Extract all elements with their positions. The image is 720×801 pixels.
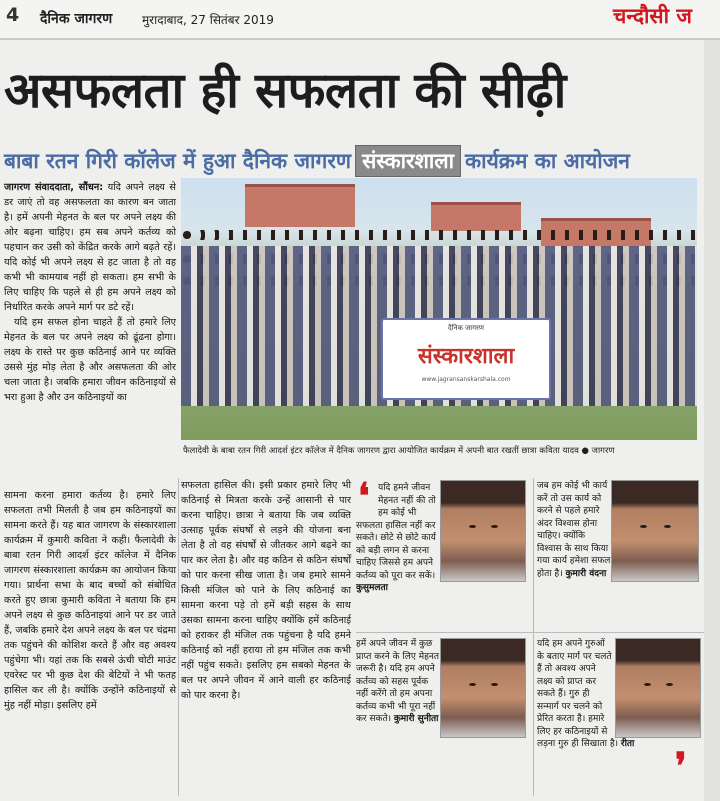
subhead-before: बाबा रतन गिरी कॉलेज में हुआ दैनिक जागरण — [4, 149, 352, 173]
article-paragraph: सामना करना हमारा कर्तव्य है। हमारे लिए सफलता तभी मिलती है जब हम कठिनाइयों का सामना करते हैं। यह बात जागरण के संस्कारशाला कार्यक्रम में कुमारी कविता ने कही। फैलादेवी के बाबा रतन गिरी आदर्श इंटर कॉलेज में दैनिक जागरण संस्कारशाला कार्यक्रम का आयोजन किया गया। प्रार्थना सभा के बाद बच्चों को संबोधित करते हुए छात्रा कुमारी कविता ने बताया कि हम अपने लक्ष्य से कुछ कठिनाइयां आने पर डर जाते हैं, जबकि हमारे देश अपने लक्ष्य के बल पर चंद्रमा तक पहुंचने की कोशिश करते हैं और वह अवश्य पहुंचेगा भी। यहां तक कि सबसे ऊंची चोटी माउंट एवरेस्ट पर भी कुछ देश की बेटियों ने भी फतह हासिल कर ली है। क्योंकि उन्होंने कठिनाइयों से मुंह नहीं मोड़ा। इसलिए हमें — [4, 490, 176, 711]
quote-block — [537, 636, 703, 796]
building — [245, 184, 355, 227]
edition-name: चन्दौसी ज — [613, 4, 692, 28]
quote-divider — [356, 632, 704, 633]
event-photo — [181, 178, 697, 440]
photo-caption: फैलादेवी के बाबा रतन गिरी आदर्श इंटर कॉलेज में दैनिक जागरण द्वारा आयोजित कार्यक्रम में अपनी बात रखतीं छात्रा कविता यादव ● जागरण — [183, 446, 615, 456]
article-paragraph: यदि अपने लक्ष्य से डर जाएं तो वह असफलता का कारण बन जाता है। हमें अपनी मेहनत के बल पर अपने लक्ष्य की ओर बढ़ना चाहिए। हम सब अपने कर्तव्य को पहचान कर उसी को केंद्रित करके आगे बढ़ते रहें। यदि कोई भी अपने लक्ष्य से हट जाता है तो वह कभी भी कामयाब नहीं हो सकता। हम सभी के लिए चाहिए कि पहले से ही हम अपने लक्ष्य को निर्धारित करके अपने मार्ग पर डटे रहें। — [4, 182, 176, 313]
sanskarshala-banner — [381, 318, 551, 400]
quote-author: कुमारी सुनीता — [393, 714, 439, 724]
quote-author: रीता — [620, 739, 635, 749]
page-number: 4 — [6, 4, 20, 26]
banner-url: www.jagransanskarshala.com — [421, 376, 511, 383]
quote-text: यदि हमने जीवन मेहनत नहीं की तो हम कोई भी सफलता हासिल नहीं कर सकते। छोटे से छोटे कार्य को बड़ी लगन से करना चाहिए जिससे हम अपने कर्तव्य को पूरा कर सकें। कुसुमलता — [356, 483, 436, 593]
quote-mark-icon: ❛ — [358, 475, 370, 517]
quote-block — [537, 478, 703, 628]
subhead-after: कार्यक्रम का आयोजन — [465, 149, 630, 173]
article-column-2 — [181, 478, 351, 703]
column-rule — [178, 478, 179, 796]
banner-small-text: दैनिक जागरण — [448, 324, 484, 332]
edition-date: मुरादाबाद, 27 सितंबर 2019 — [142, 13, 274, 27]
crowd-heads — [181, 230, 697, 240]
quote-text: जब हम कोई भी कार्य करें तो उस कार्य को करने से पहले हमारे अंदर विश्वास होना चाहिए। क्योंकि विश्वास के साथ किया गया कार्य हमेशा सफल होता है। कुमारी वंदना — [537, 481, 611, 579]
quote-author: कुमारी वंदना — [565, 568, 607, 579]
quote-block — [356, 475, 530, 628]
quote-block — [356, 636, 530, 796]
subhead-boxed: संस्कारशाला — [355, 145, 461, 177]
dateline: जागरण संवाददाता, सौंधन: — [4, 182, 104, 193]
headline: असफलता ही सफलता की सीढ़ी — [4, 61, 566, 119]
column-rule — [533, 478, 534, 796]
subheadline — [4, 145, 716, 175]
article-paragraph: सफलता हासिल की। इसी प्रकार हमारे लिए भी कठिनाई से मित्रता करके उन्हें आसानी से पार करना चाहिए। छात्रा ने बताया कि जब व्यक्ति उत्साह पूर्वक संघर्षों से लड़ने की योजना बना लेता है तो वह संघर्षों से जीतकर आगे बढ़ने का पार कर लेता है। और वह कठिन से कठिन संघर्षों को पार करना सीख जाता है। जब हमारे सामने किसी मंजिल को पाने के लिए कठिनाई का सामना करना पड़े तो हमें बड़ी सहस के साथ उसका सामना करना चाहिए क्योंकि हमें कठिनाई को हराकर ही मंजिल तक पहुंचना है यदि हमने कठिनाई को नहीं हराया तो हम मंजिल तक कभी नहीं पहुंच सकते। इसलिए हम सबको मेहनत के बल पर अपने जीवन में आने वाली हर कठिनाई को पार करना है। — [181, 480, 351, 701]
header-rule — [0, 38, 720, 40]
article-column-1-bottom — [4, 488, 176, 713]
quote-author: कुसुमलता — [356, 583, 388, 593]
quote-text: हमें अपने जीवन में कुछ प्राप्त करने के लिए मेहनत जरूरी है। यदि हम अपने कर्तव्य को सहस पूर्वक नहीं करेंगे तो हम अपना कर्तव्य कभी भी पूरा नहीं कर सकते। कुमारी सुनीता — [356, 639, 439, 724]
article-column-1 — [4, 180, 176, 405]
quote-close-icon: ❜ — [675, 745, 687, 787]
article-paragraph: यदि हम सफल होना चाहते हैं तो हमारे लिए मेहनत के बल पर अपने लक्ष्य को ढूंढना होगा। लक्ष्य के रास्ते पर कुछ कठिनाई आने पर व्यक्ति उससे मुंह मोड़ लेता है और असफलता की ओर चला जाता है। जबकि हमारा जीवन कठिनाइयों से भरा हुआ है और उन कठिनाइयों का — [4, 317, 176, 403]
quote-text: यदि हम अपने गुरुओं के बताए मार्ग पर चलते हैं तो अवश्य अपने लक्ष्य को प्राप्त कर सकते हैं। गुरु ही सन्मार्ग पर चलने को प्रेरित करता है। हमारे लिए हर कठिनाइयों से लड़ना गुरु ही सिखाता है। रीता — [537, 639, 635, 749]
building — [431, 202, 521, 231]
banner-title: संस्कारशाला — [417, 344, 515, 369]
paper-name: दैनिक जागरण — [40, 11, 113, 27]
